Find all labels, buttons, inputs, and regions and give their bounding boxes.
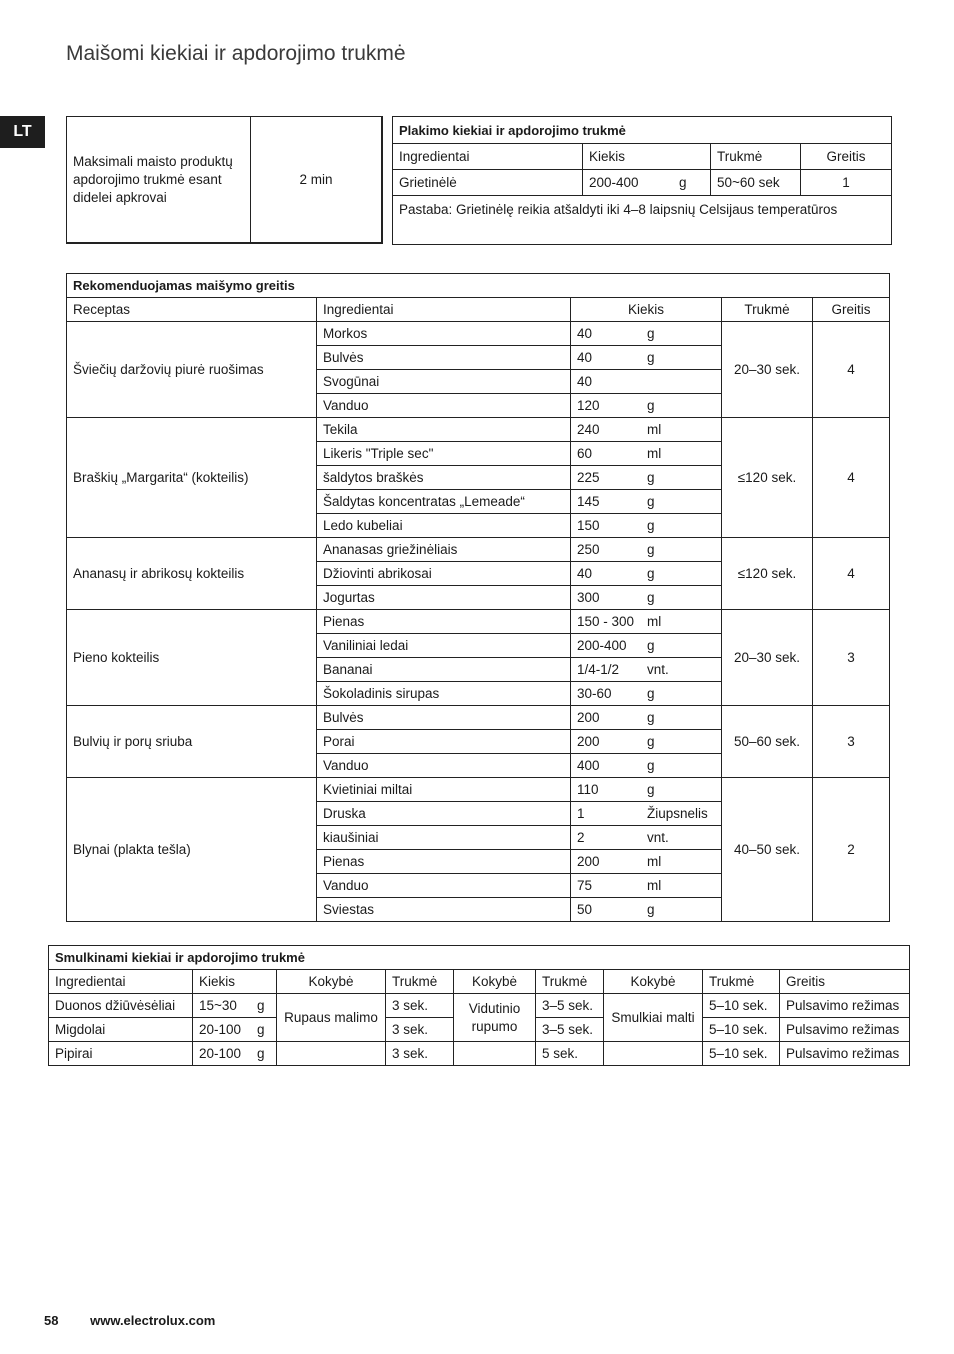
- ingredient-cell: Likeris "Triple sec": [317, 442, 571, 466]
- quantity-value: 1: [577, 806, 585, 821]
- unit-value: g: [647, 326, 655, 341]
- time-cell: 3 sek.: [386, 1042, 454, 1066]
- quantity-value: 300: [577, 590, 600, 605]
- chopping-table-title: Smulkinami kiekiai ir apdorojimo trukmė: [49, 946, 910, 970]
- quantity-cell: [571, 370, 722, 394]
- time-cell: 5–10 sek.: [703, 1018, 780, 1042]
- time-cell: 20–30 sek.: [722, 610, 813, 706]
- quantity-cell: [571, 610, 722, 634]
- quantity-value: 200-400: [577, 638, 627, 653]
- unit-value: g: [257, 1022, 265, 1037]
- unit-value: g: [647, 542, 655, 557]
- quantity-cell: [571, 898, 722, 922]
- quantity-value: 120: [577, 398, 600, 413]
- ingredient-cell: Grietinėlė: [393, 170, 583, 196]
- recipe-name-cell: Braškių „Margarita“ (kokteilis): [67, 418, 317, 538]
- unit-value: g: [647, 590, 655, 605]
- ingredient-cell: Sviestas: [317, 898, 571, 922]
- header-cell: Kokybė: [454, 970, 536, 994]
- page-title: Maišomi kiekiai ir apdorojimo trukmė: [66, 42, 406, 65]
- whip-table-title: Plakimo kiekiai ir apdorojimo trukmė: [393, 117, 892, 144]
- quantity-cell: [571, 682, 722, 706]
- quantity-value: 200: [577, 710, 600, 725]
- quantity-value: 60: [577, 446, 593, 461]
- quantity-value: 200: [577, 854, 600, 869]
- quantity-value: 20-100: [199, 1022, 242, 1037]
- quantity-cell: [571, 658, 722, 682]
- unit-value: g: [647, 566, 655, 581]
- ingredient-cell: Bulvės: [317, 346, 571, 370]
- quantity-value: 200-400: [589, 175, 639, 190]
- quantity-value: 240: [577, 422, 600, 437]
- max-processing-label: Maksimali maisto produktų apdorojimo trukmė esant didelei apkrovai: [67, 117, 251, 244]
- ingredient-cell: Jogurtas: [317, 586, 571, 610]
- ingredient-cell: Vanduo: [317, 394, 571, 418]
- header-cell: Ingredientai: [317, 298, 571, 322]
- ingredient-cell: Morkos: [317, 322, 571, 346]
- header-cell: Trukmė: [703, 970, 780, 994]
- time-cell: 5 sek.: [536, 1042, 604, 1066]
- ingredient-cell: Pienas: [317, 850, 571, 874]
- whip-row: [393, 170, 892, 196]
- quantity-value: 2: [577, 830, 585, 845]
- quantity-cell: [571, 826, 722, 850]
- ingredient-cell: Ledo kubeliai: [317, 514, 571, 538]
- quantity-cell: [571, 586, 722, 610]
- speed-cell: Pulsavimo režimas: [780, 994, 910, 1018]
- quantity-value: 30-60: [577, 686, 612, 701]
- unit-value: g: [647, 518, 655, 533]
- quantity-cell: [193, 1018, 277, 1042]
- unit-value: g: [647, 398, 655, 413]
- unit-value: ml: [647, 878, 662, 893]
- speed-cell: 4: [813, 418, 890, 538]
- recipe-ingredient-row: [67, 610, 890, 634]
- quantity-cell: [571, 346, 722, 370]
- unit-value: ml: [647, 614, 662, 629]
- quantity-value: 40: [577, 326, 593, 341]
- chopping-header-row: [49, 970, 910, 994]
- quantity-cell: [571, 466, 722, 490]
- time-cell: 3 sek.: [386, 1018, 454, 1042]
- speed-cell: 1: [801, 170, 892, 196]
- quantity-cell: [571, 778, 722, 802]
- ingredient-cell: Duonos džiūvėsėliai: [49, 994, 193, 1018]
- time-cell: 50~60 sek: [711, 170, 801, 196]
- max-processing-table: [66, 116, 383, 244]
- quantity-cell: [571, 874, 722, 898]
- quantity-value: 200: [577, 734, 600, 749]
- unit-value: g: [647, 782, 655, 797]
- unit-value: g: [647, 902, 655, 917]
- recipe-ingredient-row: [67, 322, 890, 346]
- whip-note: Pastaba: Grietinėlę reikia atšaldyti iki 4–8 laipsnių Celsijaus temperatūros: [393, 196, 892, 245]
- ingredient-cell: Šokoladinis sirupas: [317, 682, 571, 706]
- unit-value: g: [647, 686, 655, 701]
- header-cell: Kiekis: [571, 298, 722, 322]
- unit-value: g: [679, 175, 687, 190]
- speed-cell: Pulsavimo režimas: [780, 1042, 910, 1066]
- header-cell: Trukmė: [711, 144, 801, 170]
- speed-cell: 4: [813, 538, 890, 610]
- time-cell: 5–10 sek.: [703, 994, 780, 1018]
- quantity-value: 40: [577, 350, 593, 365]
- empty-cell: [277, 1042, 386, 1066]
- ingredient-cell: Druska: [317, 802, 571, 826]
- header-cell: Ingredientai: [393, 144, 583, 170]
- recipe-ingredient-row: [67, 418, 890, 442]
- time-cell: ≤120 sek.: [722, 538, 813, 610]
- quantity-value: 40: [577, 566, 593, 581]
- recommended-header-row: [67, 298, 890, 322]
- quantity-value: 250: [577, 542, 600, 557]
- language-tab: LT: [0, 116, 45, 148]
- ingredient-cell: Pienas: [317, 610, 571, 634]
- quantity-cell: [571, 754, 722, 778]
- time-cell: 20–30 sek.: [722, 322, 813, 418]
- quality-medium-cell: Vidutinio rupumo: [454, 994, 536, 1042]
- unit-value: g: [257, 1046, 265, 1061]
- ingredient-cell: Bulvės: [317, 706, 571, 730]
- quantity-cell: [193, 994, 277, 1018]
- speed-cell: Pulsavimo režimas: [780, 1018, 910, 1042]
- whip-header-row: [393, 144, 892, 170]
- header-cell: Kiekis: [193, 970, 277, 994]
- page-number: 58: [44, 1313, 59, 1328]
- quality-fine-cell: Smulkiai malti: [604, 994, 703, 1042]
- header-cell: Kokybė: [277, 970, 386, 994]
- whip-table: [392, 116, 892, 245]
- header-cell: Greitis: [813, 298, 890, 322]
- chopping-row: [49, 1042, 910, 1066]
- quantity-value: 15~30: [199, 998, 237, 1013]
- ingredient-cell: Pipirai: [49, 1042, 193, 1066]
- recommended-speed-table: [66, 273, 890, 922]
- unit-value: g: [647, 350, 655, 365]
- ingredient-cell: Migdolai: [49, 1018, 193, 1042]
- header-cell: Kiekis: [583, 144, 711, 170]
- recipe-name-cell: Pieno kokteilis: [67, 610, 317, 706]
- quantity-cell: [571, 418, 722, 442]
- quantity-cell: [571, 538, 722, 562]
- quantity-cell: [571, 442, 722, 466]
- recipe-ingredient-row: [67, 778, 890, 802]
- quantity-value: 20-100: [199, 1046, 242, 1061]
- quantity-cell: [571, 394, 722, 418]
- speed-cell: 3: [813, 610, 890, 706]
- quality-coarse-cell: Rupaus malimo: [277, 994, 386, 1042]
- quantity-value: 75: [577, 878, 593, 893]
- ingredient-cell: Tekila: [317, 418, 571, 442]
- ingredient-cell: Džiovinti abrikosai: [317, 562, 571, 586]
- recipe-ingredient-row: [67, 538, 890, 562]
- time-cell: 3–5 sek.: [536, 994, 604, 1018]
- recipe-name-cell: Ananasų ir abrikosų kokteilis: [67, 538, 317, 610]
- unit-value: g: [647, 470, 655, 485]
- ingredient-cell: Bananai: [317, 658, 571, 682]
- footer-url[interactable]: www.electrolux.com: [90, 1313, 216, 1328]
- header-cell: Trukmė: [386, 970, 454, 994]
- header-cell: Ingredientai: [49, 970, 193, 994]
- speed-cell: 4: [813, 322, 890, 418]
- time-cell: 3 sek.: [386, 994, 454, 1018]
- quantity-cell: [571, 706, 722, 730]
- quantity-cell: [583, 170, 711, 196]
- quantity-value: 40: [577, 374, 593, 389]
- unit-value: g: [647, 734, 655, 749]
- quantity-cell: [571, 322, 722, 346]
- time-cell: 40–50 sek.: [722, 778, 813, 922]
- recipe-ingredient-row: [67, 706, 890, 730]
- quantity-cell: [571, 802, 722, 826]
- unit-value: g: [647, 494, 655, 509]
- header-cell: Kokybė: [604, 970, 703, 994]
- recommended-table-title: Rekomenduojamas maišymo greitis: [67, 274, 890, 298]
- unit-value: ml: [647, 422, 662, 437]
- unit-value: g: [647, 638, 655, 653]
- unit-value: vnt.: [647, 662, 669, 677]
- unit-value: ml: [647, 854, 662, 869]
- quantity-value: 145: [577, 494, 600, 509]
- header-cell: Greitis: [801, 144, 892, 170]
- header-cell: Greitis: [780, 970, 910, 994]
- recipe-name-cell: Šviečių daržovių piurė ruošimas: [67, 322, 317, 418]
- quantity-cell: [571, 730, 722, 754]
- ingredient-cell: kiaušiniai: [317, 826, 571, 850]
- ingredient-cell: Kvietiniai miltai: [317, 778, 571, 802]
- ingredient-cell: Ananasas griežinėliais: [317, 538, 571, 562]
- ingredient-cell: Vanduo: [317, 874, 571, 898]
- max-processing-value: 2 min: [251, 117, 383, 244]
- footer: [44, 1313, 215, 1328]
- header-cell: Receptas: [67, 298, 317, 322]
- speed-cell: 2: [813, 778, 890, 922]
- quantity-value: 150 - 300: [577, 614, 635, 629]
- quantity-value: 400: [577, 758, 600, 773]
- unit-value: vnt.: [647, 830, 669, 845]
- quantity-value: 110: [577, 782, 599, 797]
- time-cell: 5–10 sek.: [703, 1042, 780, 1066]
- ingredient-cell: šaldytos braškės: [317, 466, 571, 490]
- ingredient-cell: Vanduo: [317, 754, 571, 778]
- time-cell: ≤120 sek.: [722, 418, 813, 538]
- recipe-name-cell: Bulvių ir porų sriuba: [67, 706, 317, 778]
- header-cell: Trukmė: [722, 298, 813, 322]
- quantity-cell: [571, 850, 722, 874]
- recipe-name-cell: Blynai (plakta tešla): [67, 778, 317, 922]
- unit-value: g: [647, 758, 655, 773]
- speed-cell: 3: [813, 706, 890, 778]
- chopping-table: [48, 945, 910, 1066]
- empty-cell: [604, 1042, 703, 1066]
- quantity-cell: [571, 514, 722, 538]
- quantity-cell: [571, 634, 722, 658]
- time-cell: 50–60 sek.: [722, 706, 813, 778]
- quantity-value: 225: [577, 470, 600, 485]
- time-cell: 3–5 sek.: [536, 1018, 604, 1042]
- quantity-cell: [571, 562, 722, 586]
- ingredient-cell: Svogūnai: [317, 370, 571, 394]
- empty-cell: [454, 1042, 536, 1066]
- unit-value: Žiupsnelis: [647, 806, 708, 821]
- quantity-value: 150: [577, 518, 600, 533]
- unit-value: g: [647, 710, 655, 725]
- ingredient-cell: Šaldytas koncentratas „Lemeade“: [317, 490, 571, 514]
- quantity-value: 1/4-1/2: [577, 662, 620, 677]
- unit-value: ml: [647, 446, 662, 461]
- chopping-row: [49, 994, 910, 1018]
- ingredient-cell: Vaniliniai ledai: [317, 634, 571, 658]
- quantity-cell: [571, 490, 722, 514]
- ingredient-cell: Porai: [317, 730, 571, 754]
- header-cell: Trukmė: [536, 970, 604, 994]
- quantity-value: 50: [577, 902, 593, 917]
- unit-value: g: [257, 998, 265, 1013]
- quantity-cell: [193, 1042, 277, 1066]
